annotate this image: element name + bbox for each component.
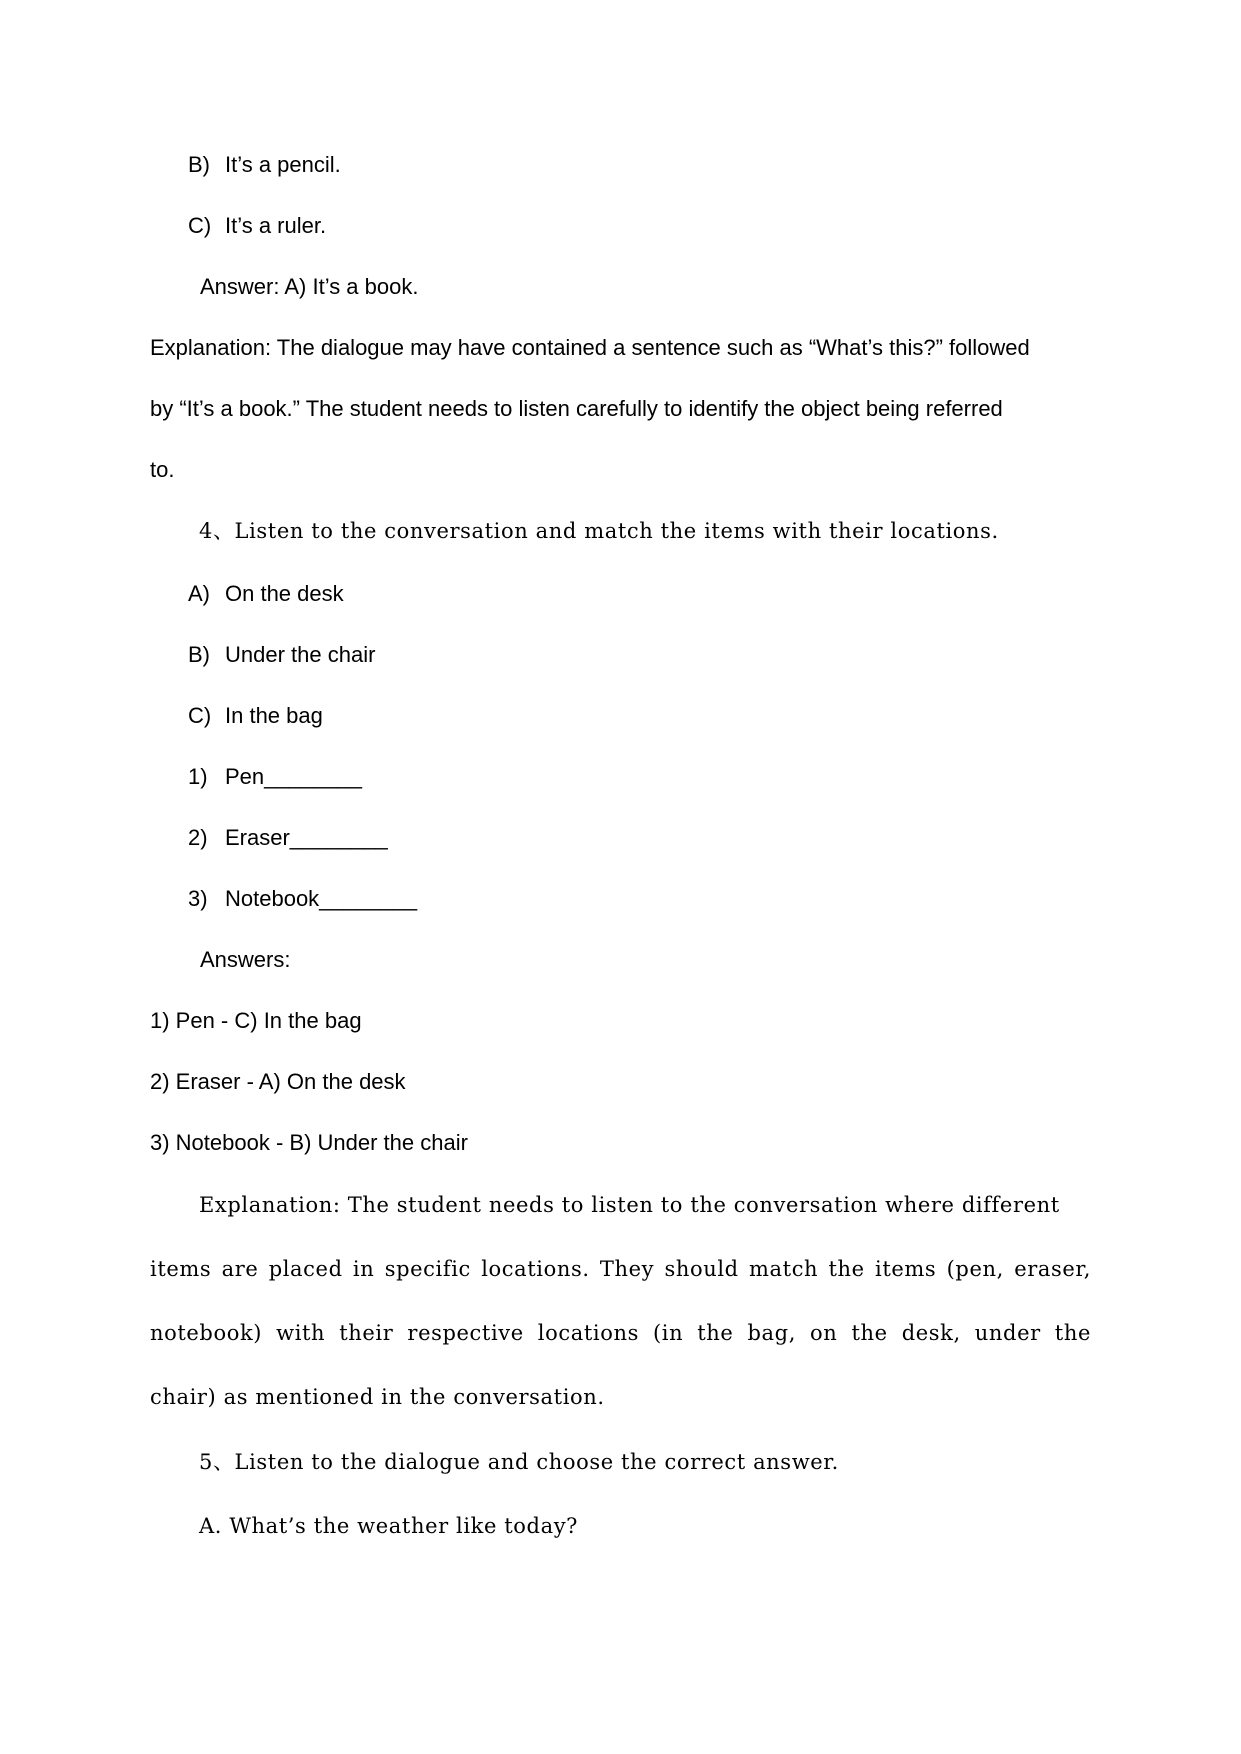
q4-explanation-line-3: notebook) with their respective locations (in the bag, on the desk, under the	[150, 1321, 1091, 1345]
q4-item-notebook	[188, 888, 417, 910]
option-text: It’s a ruler.	[225, 213, 327, 238]
option-text: In the bag	[225, 703, 323, 728]
item-text: Notebook________	[225, 886, 418, 911]
option-text: It’s a pencil.	[225, 152, 341, 177]
q5-option-a: A. What’s the weather like today?	[199, 1514, 579, 1538]
q3-answer: Answer: A) It’s a book.	[200, 274, 419, 299]
item-text: Pen________	[225, 764, 363, 789]
item-marker: 3)	[188, 886, 208, 911]
option-marker: B)	[188, 642, 210, 667]
q3-explanation-line-1: Explanation: The dialogue may have contained a sentence such as “What’s this?” followed	[150, 335, 1030, 360]
item-marker: 2)	[188, 825, 208, 850]
option-marker: B)	[188, 152, 210, 177]
q4-location-b	[188, 644, 375, 666]
q4-item-pen	[188, 766, 362, 788]
option-marker: C)	[188, 213, 212, 238]
q4-item-eraser	[188, 827, 388, 849]
option-text: On the desk	[225, 581, 344, 606]
q4-location-a	[188, 583, 344, 605]
q4-answer-3: 3) Notebook - B) Under the chair	[150, 1130, 468, 1155]
q4-answer-2: 2) Eraser - A) On the desk	[150, 1069, 406, 1094]
item-marker: 1)	[188, 764, 208, 789]
q3-explanation-line-2: by “It’s a book.” The student needs to listen carefully to identify the object being referred	[150, 396, 1003, 421]
q4-answer-1: 1) Pen - C) In the bag	[150, 1008, 362, 1033]
q3-explanation-line-3: to.	[150, 457, 175, 482]
item-text: Eraser________	[225, 825, 388, 850]
q5-prompt: 5、Listen to the dialogue and choose the correct answer.	[199, 1450, 839, 1474]
q4-location-c	[188, 705, 323, 727]
q4-answers-label: Answers:	[200, 947, 291, 972]
q4-explanation-line-1: Explanation: The student needs to listen to the conversation where different	[199, 1193, 1060, 1217]
option-marker: A)	[188, 581, 210, 606]
q4-prompt: 4、Listen to the conversation and match the items with their locations.	[199, 519, 999, 543]
option-text: Under the chair	[225, 642, 376, 667]
q4-explanation-line-4: chair) as mentioned in the conversation.	[150, 1385, 605, 1409]
q3-option-b	[188, 154, 341, 176]
q3-option-c	[188, 215, 326, 237]
option-marker: C)	[188, 703, 212, 728]
q4-explanation-line-2: items are placed in specific locations. They should match the items (pen, eraser,	[150, 1257, 1091, 1281]
